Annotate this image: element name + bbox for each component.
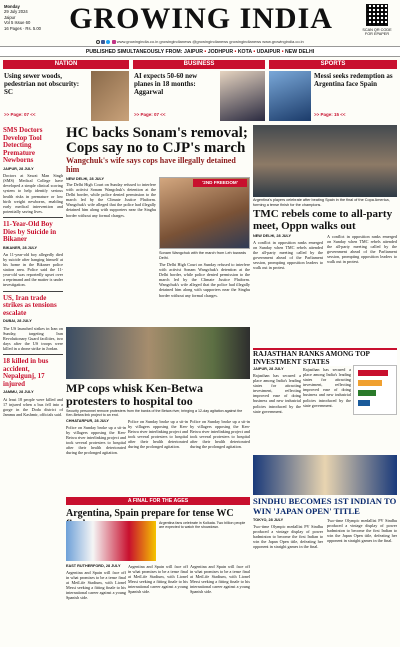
edition-city: Jaipur — [4, 14, 16, 20]
mp-dateline: CHHATARPUR, 28 JULY — [66, 419, 109, 423]
rajasthan-dateline: JAIPUR, 28 JULY — [253, 367, 284, 371]
brief-dateline: JAIPUR, 28 JULY — [3, 166, 34, 171]
argentina-photo-caption: Argentina fans celebrate in Kolkata. Two billion people are expected to watch the showdown. — [159, 521, 246, 530]
sindhu-body-col2: Two-time Olympic medallist PV Sindhu produced a vintage display of power badminton to become the first Indian to win the Japan Open title, defeating her opponent in straight games in the final. — [327, 518, 397, 544]
brief-item[interactable] — [3, 221, 63, 288]
city-jodhpur: JODHPUR — [207, 49, 234, 55]
mp-photo-caption: Security personnel remove protesters from the banks of the Betwa river, bringing a 12-day agitation against the Ken-Betwa link project to an end. — [66, 409, 243, 418]
mp-body-col2: Police on Sunday broke up a sit-in by villagers opposing the Ken-Betwa river interlinking project and took several protesters to hospital after their health deteriorated during the prolonged agitation. — [128, 419, 188, 450]
instagram-icon — [112, 40, 116, 44]
argentina-headline[interactable]: Argentina, Spain prepare for tense WC — [66, 508, 234, 519]
briefs-column — [3, 125, 63, 417]
brief-dateline: BIKANER, 28 JULY — [3, 245, 38, 250]
social-handles[interactable]: www.growingindia.co.in growingindianews @growingindianews growingindianews www.growingindia.co.in — [116, 39, 304, 44]
tmc-headline[interactable]: TMC rebels come to all-party meet, Oppn walks out — [253, 208, 393, 232]
rajasthan-body-col2: Rajasthan has secured a place among India's leading states for attracting investment, reflecting improved ease of doing business and new industrial policies introduced by the state government. — [303, 367, 351, 408]
mp-body-col3: Police on Sunday broke up a sit-in by villagers opposing the Ken-Betwa river interlinking project and took several protesters to hospital after their health deteriorated during the prolonged agitation. — [190, 419, 250, 450]
sindhu-headline[interactable]: SINDHU BECOMES 1ST INDIAN TO WIN 'JAPAN OPEN' TITLE — [253, 496, 397, 516]
brief-body: The US launched strikes in Iran on Sunday, targeting Iran Revolutionary Guard facilities, two days after the US troops were killed in a drone strike in Jordan. — [3, 325, 63, 351]
lead-body-continued: The Delhi High Court on Sunday refused to interfere with activist Sonam Wangchuk's detention at the Delhi border, while police denied permission to the march led by the Climate Justice Platform. Wangchuk's wife alleged that the police had illegally detained him along with supporters near the Singhu border without any formal charges. — [159, 262, 250, 298]
sindhu-body: Two-time Olympic medallist PV Sindhu produced a vintage display of power badminton to become the first Indian to win the Japan Open title, defeating her opponent in straight games in the final. — [253, 524, 323, 550]
rajasthan-body: Rajasthan has secured a place among India's leading states for attracting investment, reflecting improved ease of doing business and new industrial policies introduced by the state government. — [253, 373, 301, 414]
argentina-body-col3: Argentina and Spain will face off in what promises to be a tense final at MetLife Stadium, with Lionel Messi seeking a fitting finale to his international career against a young Spanish side. — [190, 564, 250, 595]
sports-photo-caption: Argentina's players celebrate after beating Spain in the final of the Copa America, forming a tense finish for the champions. — [253, 198, 390, 207]
edition-volume: Vol 5 Issue 60 — [4, 20, 31, 26]
city-udaipur: UDAIPUR — [256, 49, 281, 55]
teaser-text-business[interactable]: AI expects 50-60 new planes in 18 months: Aggarwal — [134, 72, 198, 96]
qr-block[interactable] — [358, 4, 396, 36]
brief-body: An 11-year-old boy allegedly died by suicide after hanging himself at his home in the Bikaner police station area. Police said the 11-year-old was reportedly upset over a reprimand and the matter is under investigation. — [3, 251, 63, 288]
ranking-graphic — [353, 365, 397, 415]
teaser-page-nation: >> Page: 07 << — [4, 112, 36, 117]
brief-headline[interactable]: 18 killed in bus accident, Nepalgunj, 17 injured — [3, 357, 49, 388]
city-kota: KOTA — [237, 49, 252, 55]
newspaper-title: GROWING INDIA — [69, 2, 333, 35]
edition-day: Monday — [4, 4, 20, 9]
teaser-section-nation[interactable]: NATION — [3, 60, 129, 69]
edition-badge: '2ND FREEDOM' — [193, 179, 247, 187]
teaser-text-sports[interactable]: Messi seeks redemption as Argentina face Spain — [314, 72, 393, 88]
rajasthan-headline[interactable]: RAJASTHAN RANKS AMONG TOP INVESTMENT STATES — [253, 348, 397, 366]
publication-prefix: PUBLISHED SIMULTANEOUSLY FROM: — [85, 49, 183, 55]
teaser-image-nation[interactable] — [91, 71, 129, 121]
city-jaipur: JAIPUR — [183, 49, 203, 55]
teaser-text-nation[interactable]: Using sewer woods, pedestrian not obscurity: SC — [4, 72, 80, 96]
teaser-image-sports[interactable] — [269, 71, 311, 121]
edition-info — [4, 4, 50, 31]
brief-item[interactable] — [3, 295, 63, 351]
edition-date: 29 July 2024 — [4, 9, 28, 15]
lead-subhead: Wangchuk's wife says cops have illegally detained him — [66, 156, 236, 174]
sports-photo[interactable] — [253, 125, 397, 197]
mp-photo[interactable] — [66, 327, 250, 379]
ages-banner: A FINAL FOR THE AGES — [66, 497, 250, 505]
teaser-page-business: >> Page: 07 << — [134, 112, 166, 117]
argentina-body-col2: Argentina and Spain will face off in what promises to be a tense final at MetLife Stadium, with Lionel Messi seeking a fitting finale to his international career against a young Spanish side. — [128, 564, 188, 595]
tmc-dateline: NEW DELHI, 28 JULY — [253, 234, 292, 238]
lead-dateline: NEW DELHI, 28 JULY — [66, 177, 105, 181]
mp-headline[interactable]: MP cops whisk Ken-Betwa protesters to hospital too — [66, 381, 204, 408]
brief-dateline: JAMMU, 28 JULY — [3, 390, 34, 395]
teaser-section-sports[interactable]: SPORTS — [269, 60, 397, 69]
qr-code-icon[interactable] — [366, 4, 388, 26]
tmc-body-continued: A conflict in opposition ranks emerged on Sunday when TMC rebels attended the all-party meeting called by the government ahead of the Parliament session, prompting opposition leaders to walk out in protest. — [327, 234, 397, 265]
brief-item[interactable] — [3, 127, 63, 214]
mp-body: Police on Sunday broke up a sit-in by villagers opposing the Ken-Betwa river interlinking project and took several protesters to hospital after their health deteriorated during the prolonged agitation. — [66, 425, 126, 456]
globe-icon — [96, 40, 100, 44]
brief-item[interactable] — [3, 358, 63, 417]
teaser-page-sports: >> Page: 15 << — [314, 112, 346, 117]
brief-headline[interactable]: 11-Year-Old Boy Dies by Suicide in Bikaner — [3, 219, 57, 244]
lead-photo[interactable] — [159, 177, 250, 249]
argentina-dateline: EAST RUTHERFORD, 28 JULY — [66, 564, 121, 568]
brief-dateline: DUBAI, 28 JULY — [3, 319, 32, 324]
lead-photo-caption: Sonam Wangchuk with the march from Leh towards Delhi. — [159, 251, 247, 260]
argentina-photo[interactable] — [66, 521, 156, 561]
tmc-body: A conflict in opposition ranks emerged on Sunday when TMC rebels attended the all-party meeting called by the government ahead of the Parliament session, prompting opposition leaders to walk out in protest. — [253, 240, 323, 271]
city-new-delhi: NEW DELHI — [285, 49, 315, 55]
publication-bar: PUBLISHED SIMULTANEOUSLY FROM: JAIPUR • JODHPUR • KOTA • UDAIPUR • NEW DELHI — [0, 46, 400, 57]
twitter-icon — [106, 40, 110, 44]
qr-label: SCAN QR CODE FOR EPAPER — [362, 28, 392, 36]
brief-body: Doctors at Sawai Man Singh (SMS) Medical College have developed a simple clinical scoring system to help identify serious health risks in premature or low birth weight newborns, enabling early medical intervention and potentially saving lives. — [3, 173, 63, 214]
edition-pages-price: 16 Pages · Rs. 5.00 — [4, 25, 42, 31]
sindhu-dateline: TOKYO, 28 JULY — [253, 518, 284, 522]
facebook-icon — [101, 40, 105, 44]
argentina-body: Argentina and Spain will face off in what promises to be a tense final at MetLife Stadium, with Lionel Messi seeking a fitting finale to his international career against a young Spanish side. — [66, 570, 126, 601]
teaser-image-business[interactable] — [220, 71, 265, 121]
lead-body: The Delhi High Court on Sunday refused to interfere with activist Sonam Wangchuk's detention at the Delhi border, while police denied permission to the march led by the Climate Justice Platform. Wangchuk's wife alleged that the police had illegally detained him along with supporters near the Singhu border without any formal charges. — [66, 182, 156, 218]
lead-headline[interactable]: HC backs Sonam's removal; Cops say no to CJP's march — [66, 125, 248, 156]
sindhu-photo[interactable] — [253, 455, 397, 495]
teaser-section-business[interactable]: BUSINESS — [133, 60, 265, 69]
brief-headline[interactable]: SMS Doctors Develop Tool Detecting Premature Newborns — [3, 126, 43, 165]
brief-headline[interactable]: US, Iran trade strikes as tensions escalate — [3, 293, 57, 317]
brief-body: At least 18 people were killed and 17 injured when a bus fell into a gorge in the Doda district of Jammu and Kashmir, officials said. — [3, 396, 63, 417]
social-links[interactable] — [60, 39, 340, 44]
